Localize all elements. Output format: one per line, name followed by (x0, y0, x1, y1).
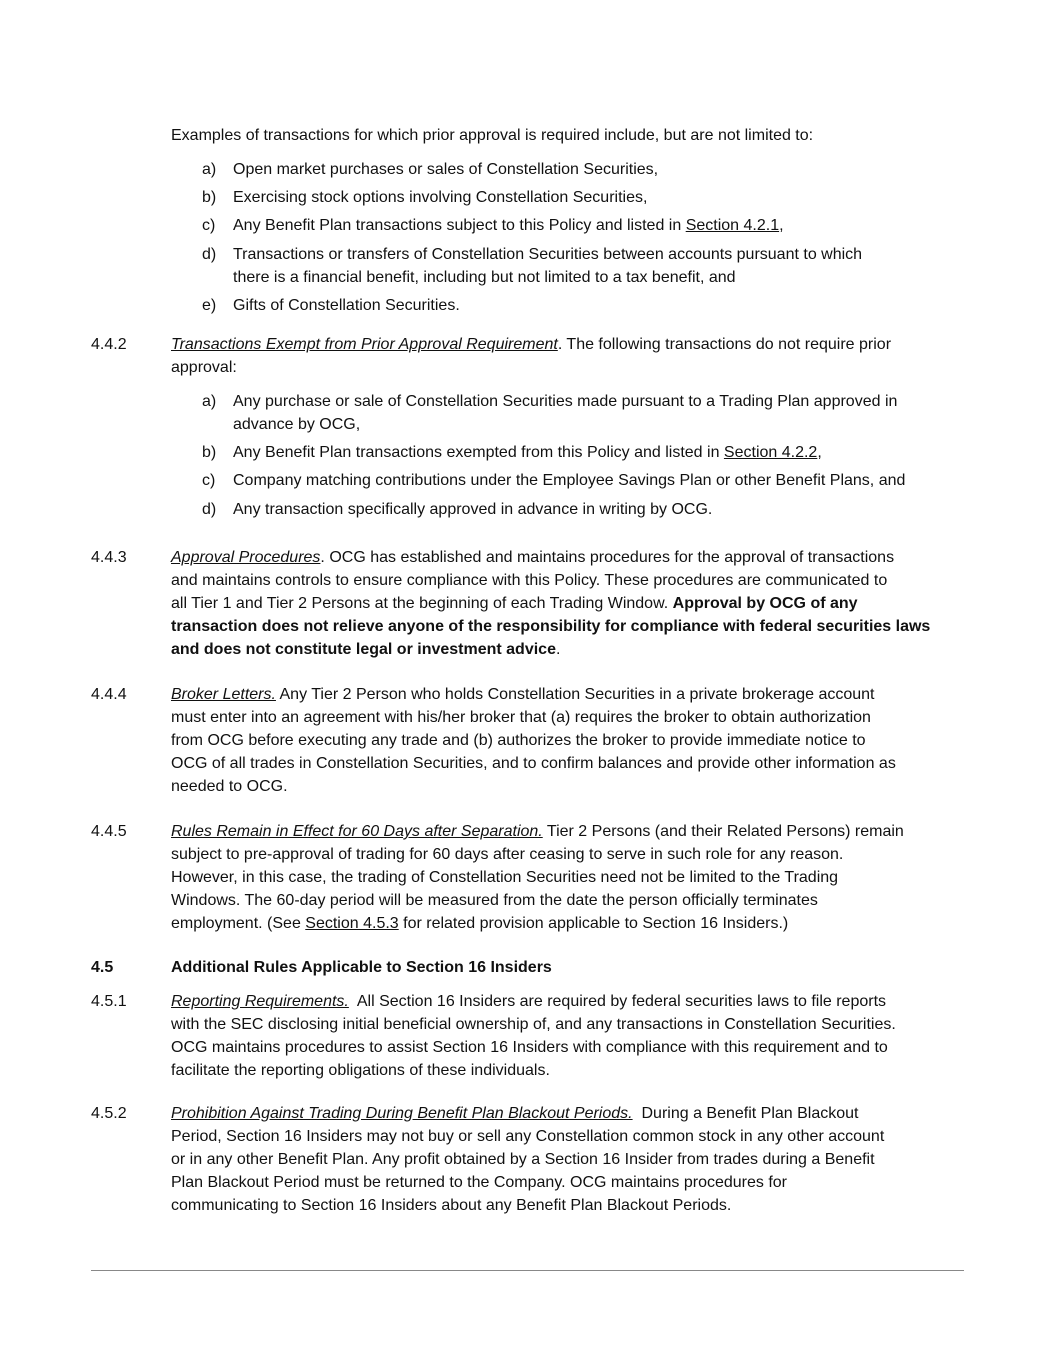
paragraph-line (171, 1125, 884, 1148)
list-item-line (233, 469, 905, 492)
section-number: 4.4.3 (91, 549, 127, 566)
section-link[interactable]: Section 4.2.2 (723, 444, 818, 461)
list-item-line (233, 390, 897, 413)
text-run: Any Tier 2 Person who holds Constellation Securities in a private brokerage account (275, 686, 875, 703)
paragraph-line (171, 1148, 875, 1171)
text-run: Open market purchases or sales of Constellation Securities, (233, 161, 659, 178)
paragraph-line (171, 706, 871, 729)
text-run: , (817, 444, 822, 461)
paragraph-line (171, 1194, 731, 1217)
section-title: Approval Procedures (171, 549, 321, 566)
list-marker: c) (202, 472, 216, 489)
list-marker: d) (202, 501, 217, 518)
list-item-line (233, 214, 784, 237)
list-item-line (233, 243, 862, 266)
section-number: 4.5.2 (91, 1105, 127, 1122)
paragraph-line (171, 912, 788, 935)
text-run: and does not constitute legal or investment advice (171, 641, 556, 658)
text-run: transaction does not relieve anyone of the responsibility for compliance with federal securities laws (171, 618, 931, 635)
text-run: . (555, 641, 561, 658)
list-item-line (233, 186, 647, 209)
text-run: OCG maintains procedures to assist Section 16 Insiders with compliance with this requirement and to (171, 1039, 888, 1056)
section-title: Reporting Requirements. (171, 993, 349, 1010)
section-title: Rules Remain in Effect for 60 Days after Separation. (171, 823, 543, 840)
text-run: from OCG before executing any trade and (b) authorizes the broker to provide immediate notice to (171, 732, 866, 749)
paragraph-line (171, 889, 818, 912)
text-run: Gifts of Constellation Securities. (233, 297, 460, 314)
text-run: all Tier 1 and Tier 2 Persons at the beginning of each Trading Window. (171, 595, 673, 612)
paragraph-line (171, 1059, 550, 1082)
text-run: . OCG has established and maintains procedures for the approval of transactions (320, 549, 895, 566)
list-marker: a) (202, 161, 217, 178)
paragraph-line (171, 843, 843, 866)
list-item-line (233, 441, 822, 464)
text-run: needed to OCG. (171, 778, 288, 795)
section-number: 4.5.1 (91, 993, 127, 1010)
paragraph-line (171, 356, 237, 379)
list-marker: e) (202, 297, 217, 314)
text-run: Any transaction specifically approved in advance in writing by OCG. (233, 501, 713, 518)
paragraph-line (171, 990, 886, 1013)
section-number: 4.4.4 (91, 686, 127, 703)
text-run: Period, Section 16 Insiders may not buy or sell any Constellation common stock in any other account (171, 1128, 885, 1145)
text-run: Plan Blackout Period must be returned to the Company. OCG maintains procedures for (171, 1174, 788, 1191)
paragraph-line (171, 615, 930, 638)
paragraph-line (171, 866, 838, 889)
section-link[interactable]: Section 4.2.1 (685, 217, 780, 234)
section-number: 4.5 (91, 959, 114, 976)
text-run: Approval by OCG of any (672, 595, 858, 612)
section-number: 4.4.5 (91, 823, 127, 840)
text-run: subject to pre-approval of trading for 60 days after ceasing to serve in such role for any reason. (171, 846, 844, 863)
text-run: employment. (See (171, 915, 306, 932)
paragraph-line (171, 569, 887, 592)
text-run: , (779, 217, 784, 234)
paragraph-line (171, 1171, 787, 1194)
list-item-line (233, 158, 658, 181)
text-run: Any purchase or sale of Constellation Securities made pursuant to a Trading Plan approved in (233, 393, 898, 410)
list-item-line (233, 294, 460, 317)
text-run: However, in this case, the trading of Constellation Securities need not be limited to the Trading (171, 869, 839, 886)
text-run: Company matching contributions under the Employee Savings Plan or other Benefit Plans, and (233, 472, 906, 489)
footer-divider (91, 1270, 964, 1271)
paragraph-line (171, 124, 813, 147)
text-run: . The following transactions do not require prior (557, 336, 892, 353)
list-marker: a) (202, 393, 217, 410)
list-marker: c) (202, 217, 216, 234)
text-run: Any Benefit Plan transactions subject to this Policy and listed in (233, 217, 686, 234)
section-number: 4.4.2 (91, 336, 127, 353)
section-title: Broker Letters. (171, 686, 276, 703)
text-run: OCG of all trades in Constellation Securities, and to confirm balances and provide other information as (171, 755, 896, 772)
list-marker: b) (202, 444, 217, 461)
text-run: Additional Rules Applicable to Section 16 Insiders (171, 959, 552, 976)
paragraph-line (171, 729, 866, 752)
paragraph-line (171, 1036, 888, 1059)
text-run: Windows. The 60-day period will be measured from the date the person officially terminates (171, 892, 818, 909)
text-run: Examples of transactions for which prior approval is required include, but are not limited to: (171, 127, 814, 144)
paragraph-line (171, 546, 894, 569)
paragraph-line (171, 683, 875, 706)
paragraph-line (171, 752, 896, 775)
paragraph-line (171, 592, 858, 615)
paragraph-line (171, 333, 891, 356)
text-run: approval: (171, 359, 237, 376)
text-run: communicating to Section 16 Insiders about any Benefit Plan Blackout Periods. (171, 1197, 732, 1214)
list-marker: b) (202, 189, 217, 206)
text-run: for related provision applicable to Section 16 Insiders.) (398, 915, 789, 932)
text-run: Tier 2 Persons (and their Related Persons) remain (542, 823, 904, 840)
text-run: All Section 16 Insiders are required by federal securities laws to file reports (348, 993, 887, 1010)
section-title: Transactions Exempt from Prior Approval Requirement (171, 336, 558, 353)
text-run: advance by OCG, (233, 416, 361, 433)
text-run: with the SEC disclosing initial beneficial ownership of, and any transactions in Constellation Securities. (171, 1016, 896, 1033)
section-title: Prohibition Against Trading During Benefit Plan Blackout Periods. (171, 1105, 633, 1122)
paragraph-line (171, 820, 904, 843)
text-run: there is a financial benefit, including but not limited to a tax benefit, and (233, 269, 736, 286)
text-run: Transactions or transfers of Constellation Securities between accounts pursuant to which (233, 246, 863, 263)
text-run: or in any other Benefit Plan. Any profit obtained by a Section 16 Insider from trades during a Benefit (171, 1151, 875, 1168)
text-run: During a Benefit Plan Blackout (632, 1105, 859, 1122)
paragraph-line (171, 1013, 896, 1036)
list-item-line (233, 266, 736, 289)
list-item-line (233, 498, 712, 521)
paragraph-line (171, 638, 560, 661)
text-run: and maintains controls to ensure compliance with this Policy. These procedures are communicated to (171, 572, 888, 589)
text-run: Exercising stock options involving Constellation Securities, (233, 189, 648, 206)
list-item-line (233, 413, 360, 436)
list-marker: d) (202, 246, 217, 263)
text-run: facilitate the reporting obligations of these individuals. (171, 1062, 550, 1079)
section-link[interactable]: Section 4.5.3 (305, 915, 399, 932)
paragraph-line (171, 956, 552, 979)
paragraph-line (171, 1102, 859, 1125)
text-run: Any Benefit Plan transactions exempted from this Policy and listed in (233, 444, 724, 461)
text-run: must enter into an agreement with his/her broker that (a) requires the broker to obtain authorization (171, 709, 871, 726)
paragraph-line (171, 775, 288, 798)
